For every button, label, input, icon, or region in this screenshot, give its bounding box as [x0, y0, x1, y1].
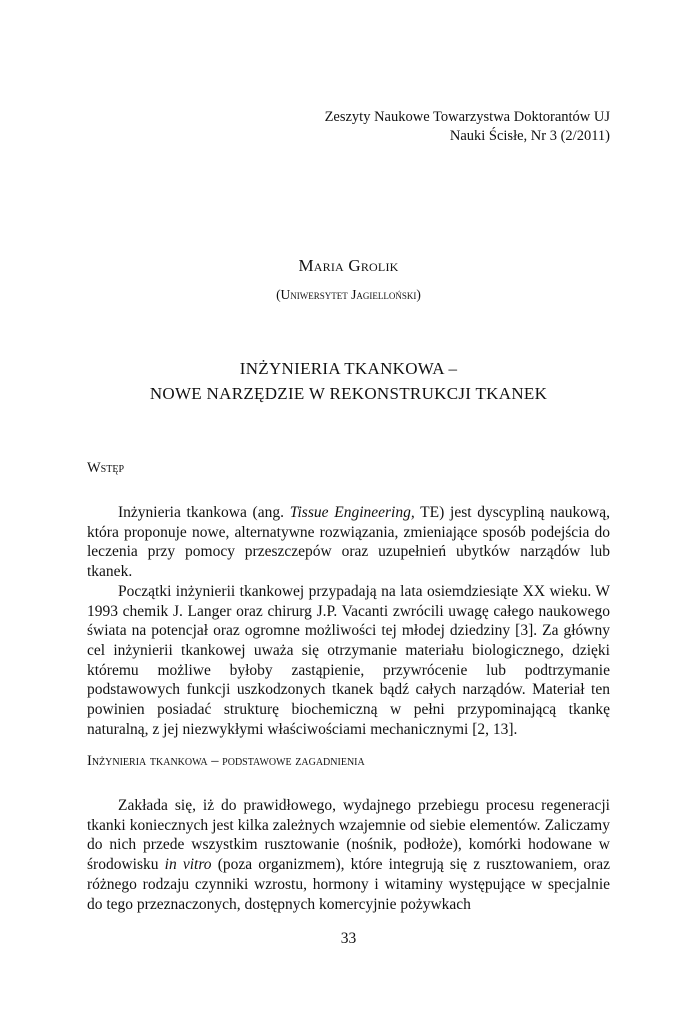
- text-run: Inżynieria tkankowa (ang.: [118, 504, 290, 521]
- intro-paragraph-2: Początki inżynierii tkankowej przypadają na lata osiemdziesiąte XX wieku. W 1993 chemik J. Langer oraz chirurg J.P. Vacanti zwrócili uwagę całego naukowego świata na potencjał oraz ogromne możliwości tej młodej dziedziny [3]. Za główny cel inżynierii tkankowej uważa się otrzymanie materiału biologicznego, dzięki któremu możliwe byłoby zastąpienie, przywrócenie lub podtrzymanie podstawowych funkcji uszkodzonych tkanek bądź całych narządów. Materiał ten powinien posiadać strukturę biochemiczną w pełni przypominającą tkankę naturalną, z jej niezwykłymi właściwościami mechanicznymi [2, 13].: [87, 582, 610, 738]
- basics-paragraph-1: [87, 796, 610, 914]
- paper-title: [0, 356, 697, 406]
- emphasis-term: Tissue Engineering,: [289, 504, 415, 521]
- basics-body: [87, 796, 610, 914]
- journal-name: Zeszyty Naukowe Towarzystwa Doktorantów UJ: [324, 109, 610, 125]
- title-line-1: INŻYNIERIA TKANKOWA –: [239, 359, 458, 378]
- text-run: (poza organizmem), które integrują się z rusztowaniem, oraz różnego rodzaju czynniki wzrostu, hormony i witaminy występujące w specjalnie do tego przeznaczonych, dostępnych komercyjnie pożywkach: [87, 856, 610, 913]
- intro-body: [87, 503, 610, 739]
- title-line-2: NOWE NARZĘDZIE W REKONSTRUKCJI TKANEK: [149, 384, 548, 403]
- author-affiliation: (Uniwersytet Jagielloński): [276, 287, 421, 302]
- text-run: Zakłada się, iż do prawidłowego, wydajnego przebiegu procesu regeneracji tkanki koniecznych jest kilka zależnych wzajemnie od siebie elementów. Zaliczamy do nich przede wszystkim rusztowanie (nośnik, podłoże), komórki hodowane w środowisku: [87, 797, 610, 874]
- intro-paragraph-1: [87, 503, 610, 582]
- text-run: TE) jest dyscypliną naukową, która proponuje nowe, alternatywne rozwiązania, zmieniające sposób podejścia do leczenia przy pomocy przeszczepów oraz uzupełnień ubytków narządów lub tkanek.: [87, 504, 610, 581]
- journal-header: [325, 108, 610, 146]
- author-name: Maria Grolik: [298, 256, 399, 275]
- journal-issue: Nauki Ścisłe, Nr 3 (2/2011): [449, 128, 610, 144]
- section-heading-basics: Inżynieria tkankowa – podstawowe zagadnienia: [87, 753, 365, 769]
- page-number: 33: [340, 930, 357, 947]
- emphasis-term: in vitro: [164, 856, 212, 874]
- section-heading-intro: Wstęp: [87, 460, 125, 476]
